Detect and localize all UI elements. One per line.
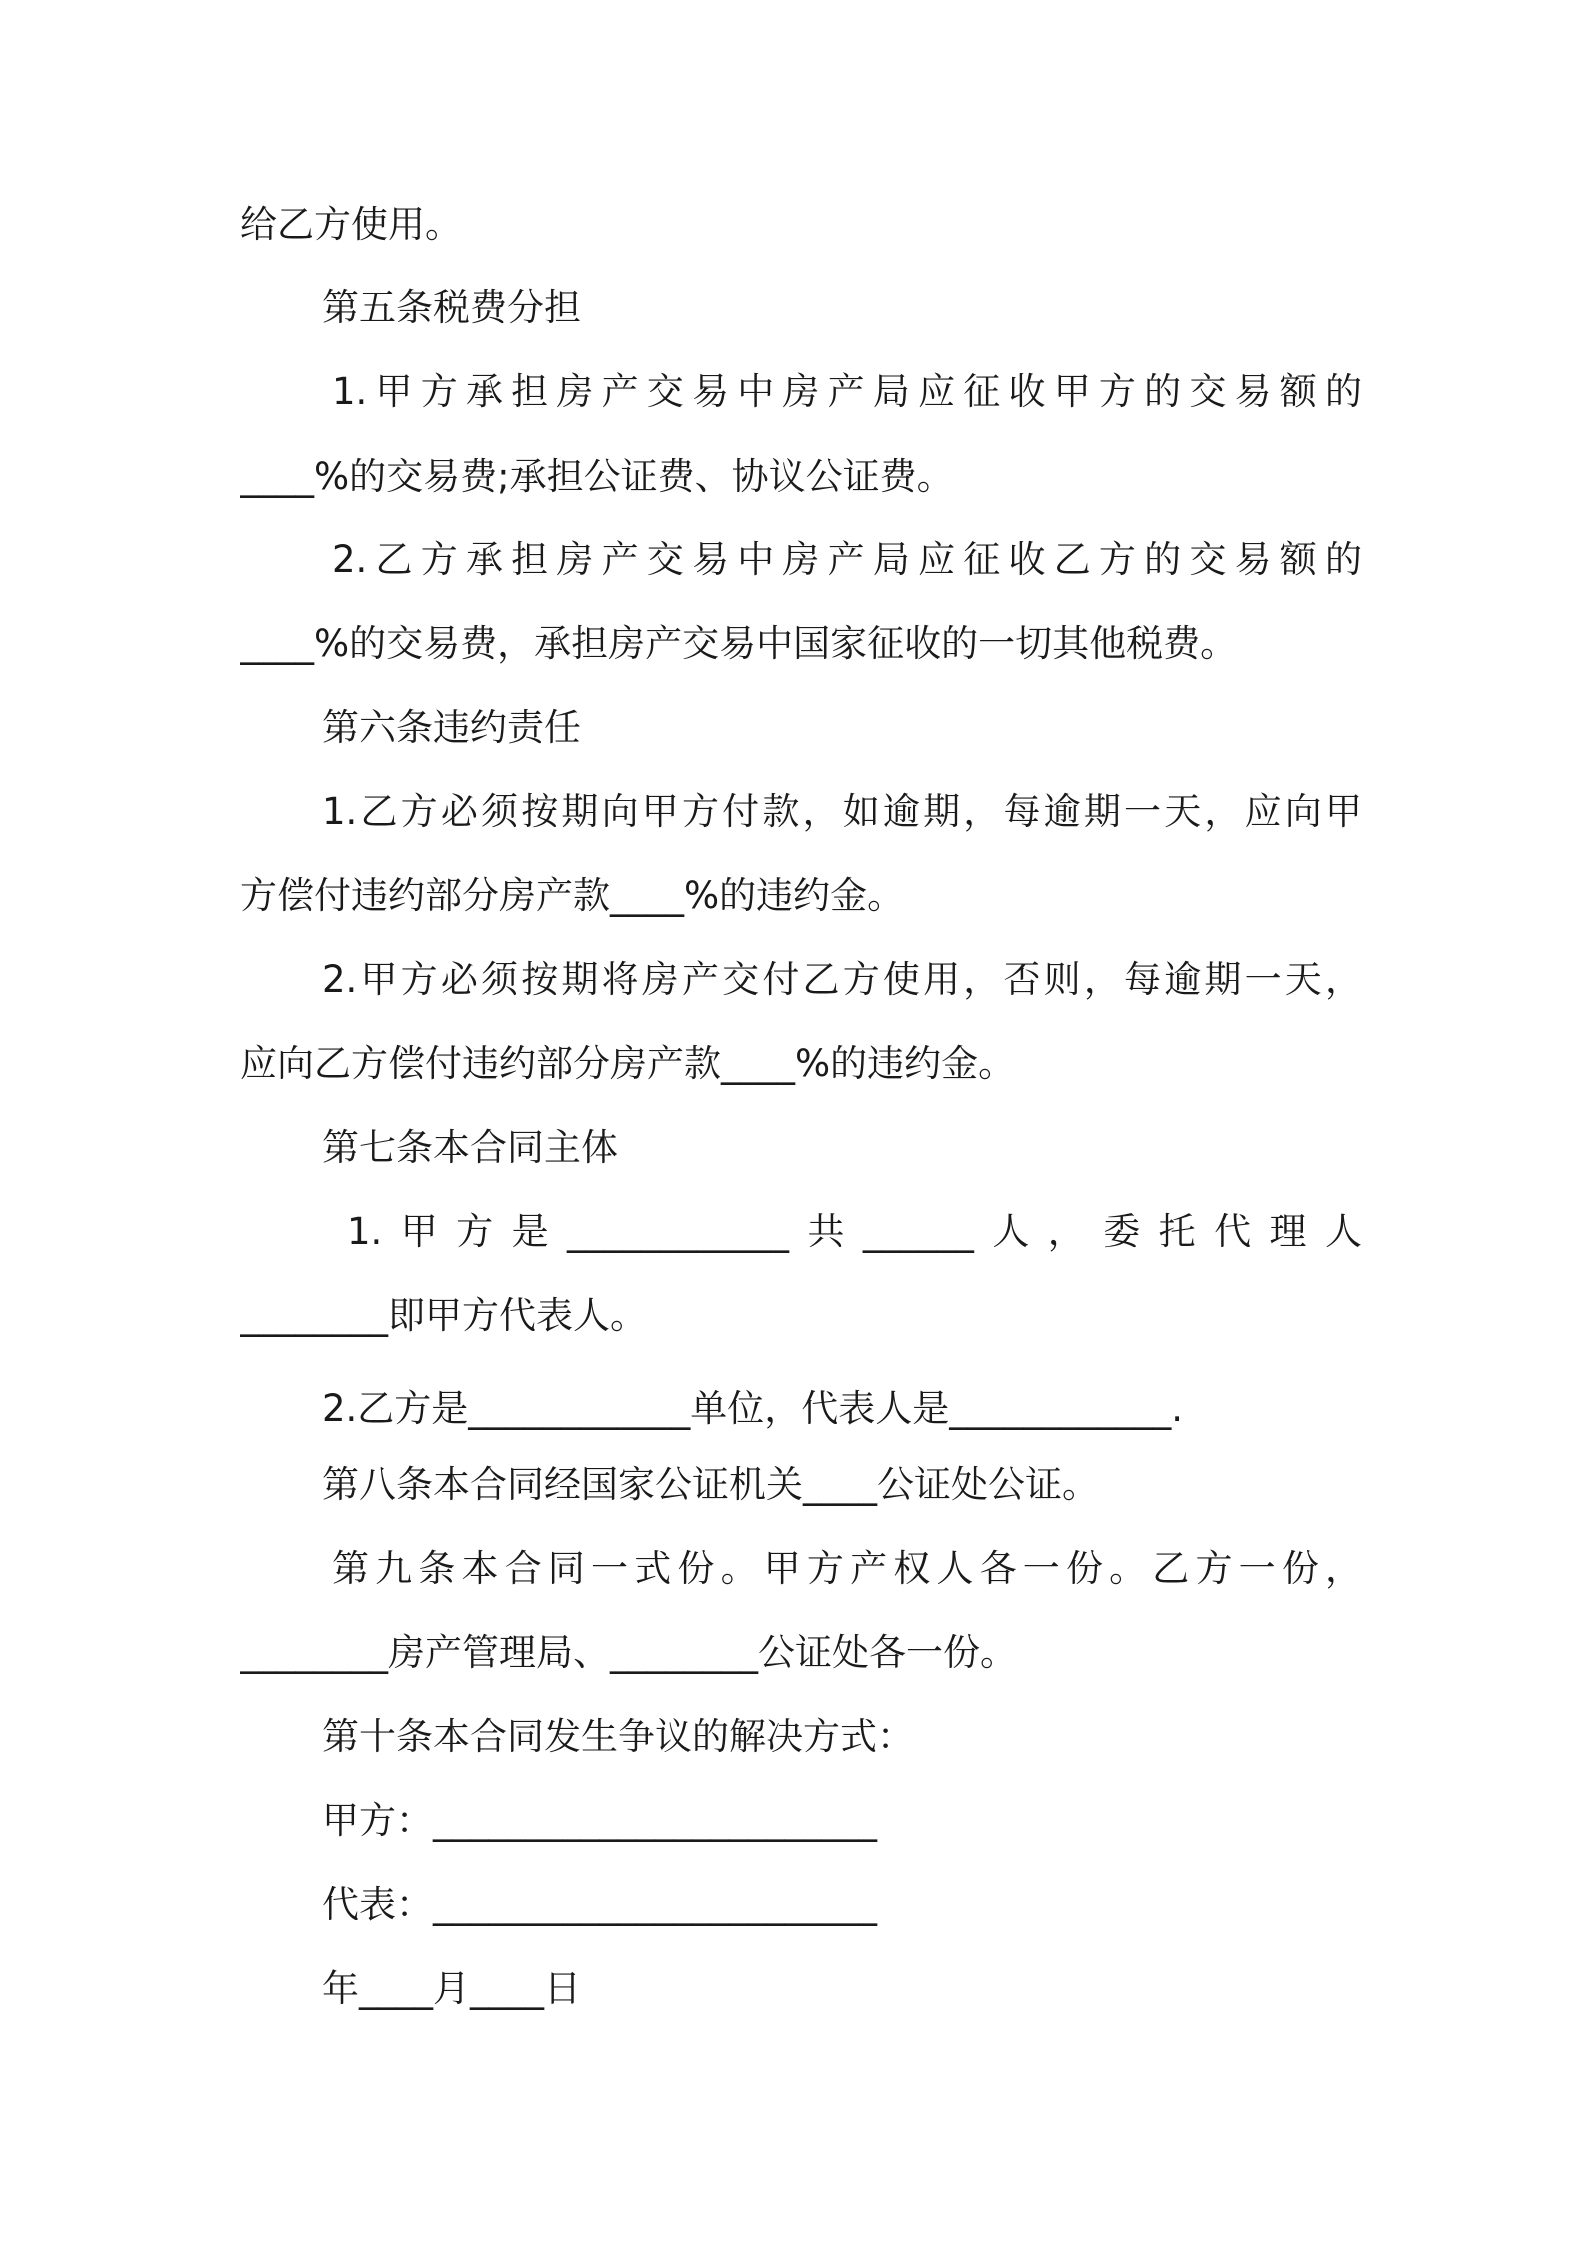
paragraph-line: 给乙方使用。 (240, 203, 462, 246)
paragraph-line: ________房产管理局、________公证处各一份。 (240, 1631, 1017, 1674)
article-heading: 第七条本合同主体 (322, 1126, 618, 1169)
article-heading: 第五条税费分担 (322, 286, 581, 329)
paragraph-line: ____%的交易费;承担公证费、协议公证费。 (240, 455, 954, 498)
article-heading: 第十条本合同发生争议的解决方式： (322, 1715, 914, 1758)
date-line: 年____月____日 (322, 1967, 581, 2010)
paragraph-line: 应向乙方偿付违约部分房产款____%的违约金。 (240, 1042, 1016, 1085)
party-a-signature-line: 甲方：________________________ (322, 1799, 877, 1842)
paragraph-line: 1.乙方必须按期向甲方付款，如逾期，每逾期一天，应向甲 (322, 790, 1362, 833)
paragraph-line: 2.甲方必须按期将房产交付乙方使用，否则，每逾期一天， (322, 958, 1362, 1001)
paragraph-line: 方偿付违约部分房产款____%的违约金。 (240, 874, 905, 917)
article-heading: 第九条本合同一式份。甲方产权人各一份。乙方一份， (332, 1547, 1362, 1590)
paragraph-line: 1.甲方承担房产交易中房产局应征收甲方的交易额的 (332, 370, 1362, 413)
article-heading: 第八条本合同经国家公证机关____公证处公证。 (322, 1463, 1099, 1506)
paragraph-line: 2.乙方是____________单位，代表人是____________. (322, 1387, 1184, 1430)
paragraph-line: ____%的交易费，承担房产交易中国家征收的一切其他税费。 (240, 622, 1238, 665)
paragraph-line: ________即甲方代表人。 (240, 1294, 647, 1337)
paragraph-line: 2.乙方承担房产交易中房产局应征收乙方的交易额的 (332, 538, 1362, 581)
representative-signature-line: 代表：________________________ (322, 1883, 877, 1926)
article-heading: 第六条违约责任 (322, 706, 581, 749)
paragraph-line: 1.甲方是____________共______人，委托代理人 (347, 1210, 1362, 1253)
